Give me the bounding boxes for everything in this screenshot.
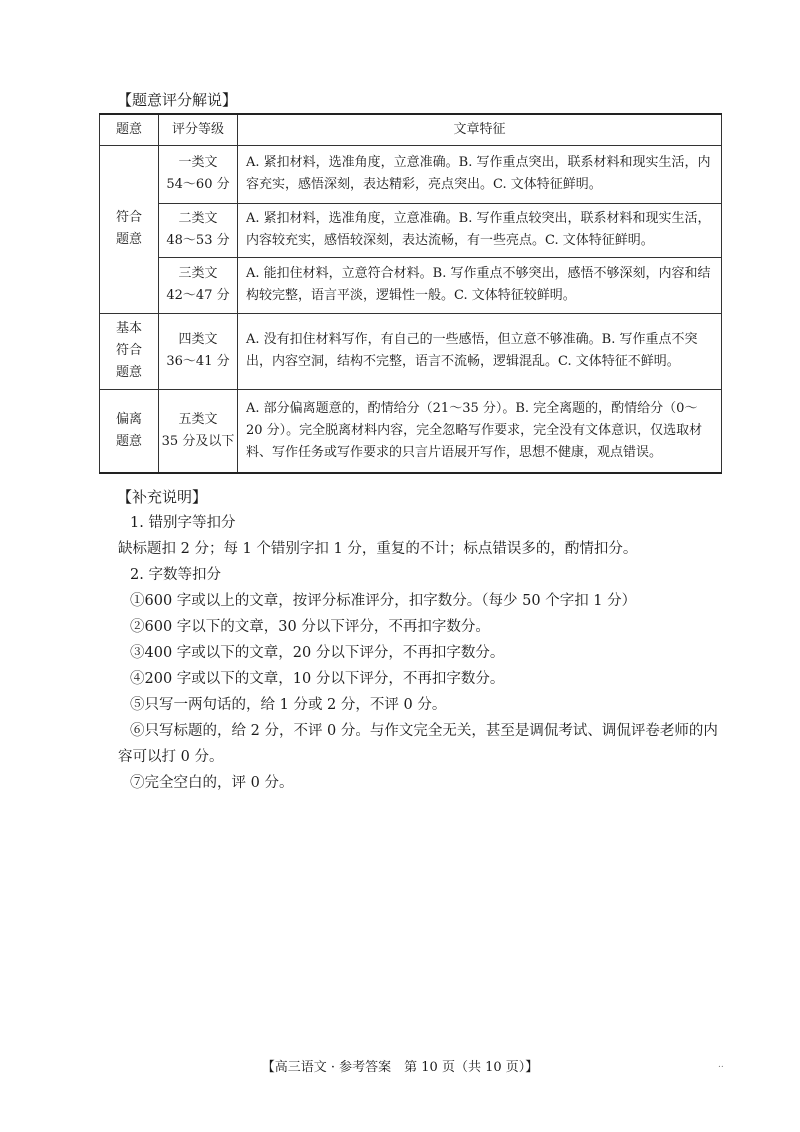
rule-item: ②600 字以下的文章，30 分以下评分，不再扣字数分。 (130, 619, 490, 635)
grade-range: 42～47 分 (166, 288, 230, 303)
grade-label: 五类文 (178, 411, 218, 427)
grade-label: 二类文 (178, 211, 218, 226)
item1-title: 1. 错别字等扣分 (130, 515, 236, 531)
table-row (100, 389, 722, 473)
category-text: 题意 (115, 365, 142, 380)
corner-mark: .. (718, 1060, 724, 1070)
feature-cell: A. 紧扣材料，选准角度，立意准确。B. 写作重点突出，联系材料和现实生活，内容充实，感悟深刻，表达精彩，亮点突出。C. 文体特征鲜明。 (238, 145, 722, 203)
item2-title: 2. 字数等扣分 (130, 567, 221, 583)
grade-range: 54～60 分 (166, 177, 230, 192)
feature-cell: A. 没有扣住材料写作，有自己的一些感悟，但立意不够准确。B. 写作重点不突出，内容空洞，结构不完整，语言不流畅，逻辑混乱。C. 文体特征不鲜明。 (238, 313, 722, 389)
rule-item: ⑤只写一两句话的，给 1 分或 2 分，不评 0 分。 (130, 697, 447, 713)
grade-cell (159, 389, 238, 473)
grade-label: 三类文 (178, 266, 218, 281)
category-text: 题意 (115, 232, 142, 247)
rule-item: ④200 字或以下的文章，10 分以下评分，不再扣字数分。 (130, 671, 505, 687)
feature-cell: A. 紧扣材料，选准角度，立意准确。B. 写作重点较突出，联系材料和现实生活，内容较充实，感悟较深刻，表达流畅，有一些亮点。C. 文体特征鲜明。 (238, 203, 722, 257)
feature-cell: A. 部分偏离题意的，酌情给分（21～35 分）。B. 完全离题的，酌情给分（0～20 分）。完全脱离材料内容，完全忽略写作要求，完全没有文体意识，仅选取材料、写作任务或写作要求的只言片语展开写作，思想不健康，观点错误。 (238, 389, 722, 473)
item1-text: 缺标题扣 2 分；每 1 个错别字扣 1 分，重复的不计；标点错误多的，酌情扣分。 (118, 541, 638, 557)
category-text: 符合 (115, 210, 142, 225)
grade-cell (159, 145, 238, 203)
grade-cell (159, 257, 238, 313)
grade-label: 四类文 (178, 332, 218, 347)
supplement-body (118, 510, 728, 796)
table-row (100, 313, 722, 389)
category-text: 符合 (115, 343, 142, 358)
rule-item: ⑦完全空白的，评 0 分。 (130, 775, 294, 791)
table-row (100, 145, 722, 203)
grade-range: 48～53 分 (166, 233, 230, 248)
supplement-title: 【补充说明】 (117, 488, 208, 506)
grade-cell (159, 313, 238, 389)
rubric-table (99, 113, 722, 474)
feature-cell: A. 能扣住材料，立意符合材料。B. 写作重点不够突出，感悟不够深刻，内容和结构较完整，语言平淡，逻辑性一般。C. 文体特征较鲜明。 (238, 257, 722, 313)
rule-item: ⑥只写标题的，给 2 分，不评 0 分。与作文完全无关，甚至是调侃考试、调侃评卷老师的内容可以打 0 分。 (118, 723, 718, 765)
table-row (100, 257, 722, 313)
rule-item: ①600 字或以上的文章，按评分标准评分，扣字数分。（每少 50 个字扣 1 分） (130, 593, 637, 609)
grade-label: 一类文 (178, 155, 218, 170)
grade-range: 36～41 分 (166, 354, 230, 369)
category-text: 偏离 (115, 411, 142, 427)
category-cell (100, 145, 159, 313)
section-title: 【题意评分解说】 (117, 91, 238, 109)
category-cell (100, 313, 159, 389)
header-category: 题意 (100, 114, 159, 145)
category-text: 基本 (115, 321, 142, 336)
table-header-row (100, 114, 722, 145)
header-grade: 评分等级 (159, 114, 238, 145)
category-text: 题意 (115, 433, 142, 449)
grade-cell (159, 203, 238, 257)
header-features: 文章特征 (238, 114, 722, 145)
table-row (100, 203, 722, 257)
category-cell (100, 389, 159, 473)
rule-item: ③400 字或以下的文章，20 分以下评分，不再扣字数分。 (130, 645, 505, 661)
grade-range: 35 分及以下 (161, 433, 235, 449)
page-footer: 【高三语文 · 参考答案 第 10 页（共 10 页）】 (261, 1060, 539, 1075)
